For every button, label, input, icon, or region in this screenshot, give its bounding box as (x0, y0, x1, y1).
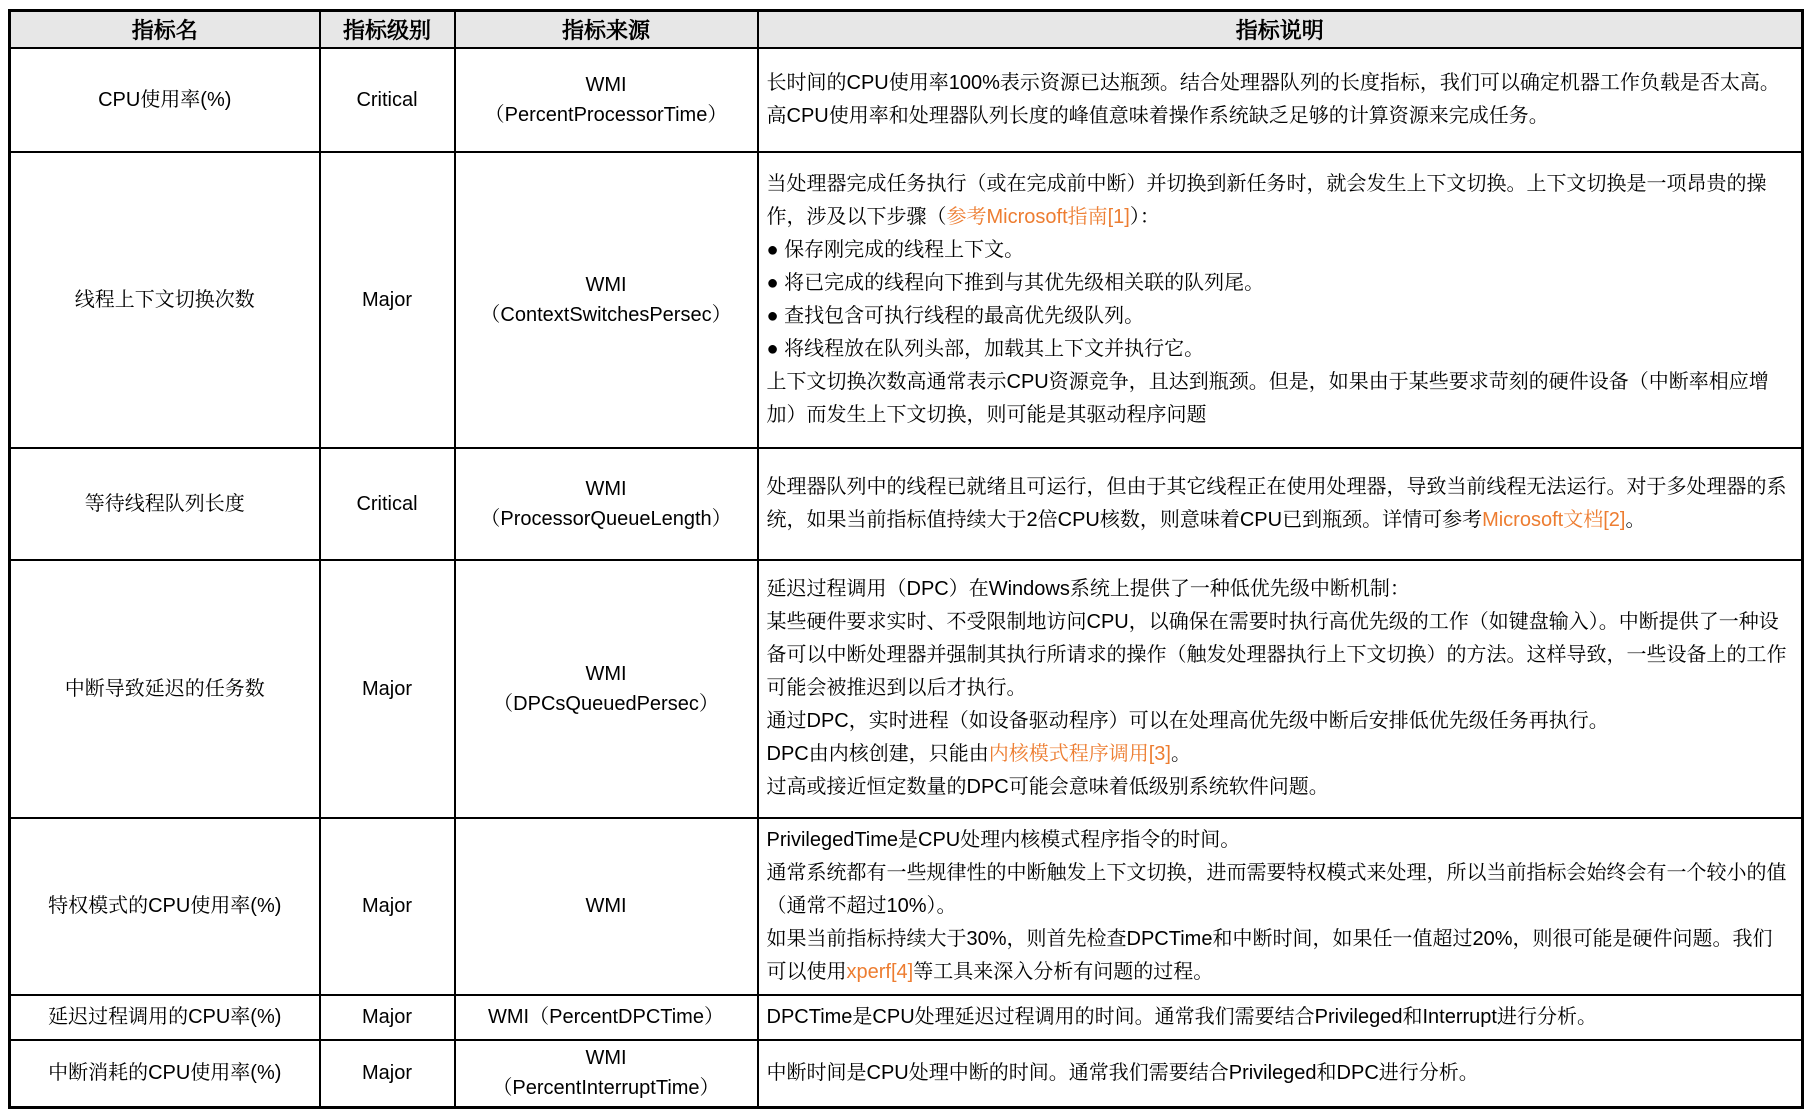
metric-description-cell (758, 818, 1803, 995)
metric-name-cell: 特权模式的CPU使用率(%) (10, 818, 320, 995)
metric-source-cell: WMI （DPCsQueuedPersec） (455, 560, 758, 818)
description-text: ● 将已完成的线程向下推到与其优先级相关联的队列尾。 (766, 271, 1265, 294)
description-paragraph (767, 168, 1792, 234)
description-paragraph (767, 366, 1792, 432)
description-text: PrivilegedTime是CPU处理内核模式程序指令的时间。 (766, 828, 1241, 851)
metric-level-cell: Critical (320, 448, 455, 560)
description-text: 。 (1170, 743, 1191, 765)
metric-level-cell: Major (320, 818, 455, 995)
metric-name-cell: 中断导致延迟的任务数 (10, 560, 320, 818)
metric-description-cell (758, 560, 1803, 818)
description-paragraph (767, 471, 1792, 537)
description-paragraph (767, 1001, 1792, 1034)
description-text: 通过DPC，实时进程（如设备驱动程序）可以在处理高优先级中断后安排低优先级任务再执行。 (766, 710, 1609, 732)
metric-source-cell: WMI (455, 818, 758, 995)
metric-description-cell (758, 995, 1803, 1040)
description-text: 中断时间是CPU处理中断的时间。通常我们需要结合Privileged和DPC进行分析。 (766, 1061, 1479, 1084)
description-text: 。 (1625, 508, 1646, 531)
metric-name-cell: 中断消耗的CPU使用率(%) (10, 1040, 320, 1108)
table-row (10, 48, 1803, 152)
doc-link[interactable]: 内核模式程序调用[3] (988, 743, 1171, 765)
description-text: 通常系统都有一些规律性的中断触发上下文切换，进而需要特权模式来处理，所以当前指标会始终会有一个较小的值（通常不超过10%）。 (766, 861, 1787, 917)
description-paragraph (767, 300, 1792, 333)
metric-name-cell: 线程上下文切换次数 (10, 152, 320, 448)
description-text: ● 将线程放在队列头部，加载其上下文并执行它。 (766, 337, 1205, 360)
metric-level-cell: Major (320, 995, 455, 1040)
description-paragraph (767, 234, 1792, 267)
metrics-table-body (10, 48, 1803, 1108)
description-paragraph (767, 824, 1792, 857)
description-paragraph (767, 738, 1792, 771)
metric-level-cell: Critical (320, 48, 455, 152)
header-metric-level: 指标级别 (320, 11, 455, 48)
table-row (10, 560, 1803, 818)
doc-link[interactable]: 参考Microsoft指南[1] (946, 205, 1130, 228)
metric-source-cell: WMI （PercentProcessorTime） (455, 48, 758, 152)
metric-name-cell: CPU使用率(%) (10, 48, 320, 152)
metrics-table-header (10, 11, 1803, 48)
description-text: DPCTime是CPU处理延迟过程调用的时间。通常我们需要结合Privileged和Interrupt进行分析。 (766, 1005, 1597, 1028)
description-text: ）： (1129, 205, 1160, 228)
description-paragraph (767, 771, 1792, 804)
metric-source-cell: WMI （ProcessorQueueLength） (455, 448, 758, 560)
description-text: ● 保存刚完成的线程上下文。 (766, 238, 1025, 261)
doc-link[interactable]: Microsoft文档[2] (1482, 508, 1626, 531)
header-metric-description: 指标说明 (758, 11, 1803, 48)
header-metric-name: 指标名 (10, 11, 320, 48)
description-text: 某些硬件要求实时、不受限制地访问CPU，以确保在需要时执行高优先级的工作（如键盘输入）。中断提供了一种设备可以中断处理器并强制其执行所请求的操作（触发处理器执行上下文切换）的方法。这样导致，一些设备上的工作可能会被推迟到以后才执行。 (766, 611, 1787, 699)
description-paragraph (767, 705, 1792, 738)
description-paragraph (767, 923, 1792, 989)
description-paragraph (767, 573, 1792, 606)
description-paragraph (767, 1057, 1792, 1090)
metric-description-cell (758, 152, 1803, 448)
table-row (10, 995, 1803, 1040)
description-paragraph (767, 857, 1792, 923)
metric-source-cell: WMI （PercentInterruptTime） (455, 1040, 758, 1108)
metric-level-cell: Major (320, 1040, 455, 1108)
description-paragraph (767, 67, 1792, 133)
header-metric-source: 指标来源 (455, 11, 758, 48)
metric-description-cell (758, 448, 1803, 560)
description-text: 处理器队列中的线程已就绪且可运行，但由于其它线程正在使用处理器，导致当前线程无法运行。对于多处理器的系统，如果当前指标值持续大于2倍CPU核数，则意味着CPU已到瓶颈。详情可参考 (766, 475, 1787, 531)
description-text: 当处理器完成任务执行（或在完成前中断）并切换到新任务时，就会发生上下文切换。上下文切换是一项昂贵的操作，涉及以下步骤（ (766, 172, 1767, 228)
description-text: 等工具来深入分析有问题的过程。 (913, 960, 1214, 983)
description-text: 如果当前指标持续大于30%，则首先检查DPCTime和中断时间，如果任一值超过20%，则很可能是硬件问题。我们可以使用 (766, 927, 1773, 983)
metric-level-cell: Major (320, 560, 455, 818)
description-paragraph (767, 267, 1792, 300)
metric-level-cell: Major (320, 152, 455, 448)
metric-name-cell: 延迟过程调用的CPU率(%) (10, 995, 320, 1040)
metric-source-cell: WMI （ContextSwitchesPersec） (455, 152, 758, 448)
table-row (10, 818, 1803, 995)
description-paragraph (767, 333, 1792, 366)
metrics-table (8, 9, 1804, 1109)
table-row (10, 448, 1803, 560)
description-text: 上下文切换次数高通常表示CPU资源竞争，且达到瓶颈。但是，如果由于某些要求苛刻的硬件设备（中断率相应增加）而发生上下文切换，则可能是其驱动程序问题 (766, 370, 1769, 426)
metric-description-cell (758, 48, 1803, 152)
metric-name-cell: 等待线程队列长度 (10, 448, 320, 560)
metric-source-cell: WMI（PercentDPCTime） (455, 995, 758, 1040)
table-row (10, 1040, 1803, 1108)
header-row (10, 11, 1803, 48)
metric-description-cell (758, 1040, 1803, 1108)
doc-link[interactable]: xperf[4] (846, 960, 914, 983)
description-paragraph (767, 606, 1792, 705)
table-row (10, 152, 1803, 448)
description-text: ● 查找包含可执行线程的最高优先级队列。 (766, 304, 1145, 327)
description-text: 延迟过程调用（DPC）在Windows系统上提供了一种低优先级中断机制： (766, 578, 1410, 600)
description-text: 过高或接近恒定数量的DPC可能会意味着低级别系统软件问题。 (766, 776, 1329, 798)
description-text: DPC由内核创建，只能由 (766, 743, 989, 765)
description-text: 长时间的CPU使用率100%表示资源已达瓶颈。结合处理器队列的长度指标，我们可以确定机器工作负载是否太高。高CPU使用率和处理器队列长度的峰值意味着操作系统缺乏足够的计算资源来完成任务。 (766, 71, 1780, 127)
